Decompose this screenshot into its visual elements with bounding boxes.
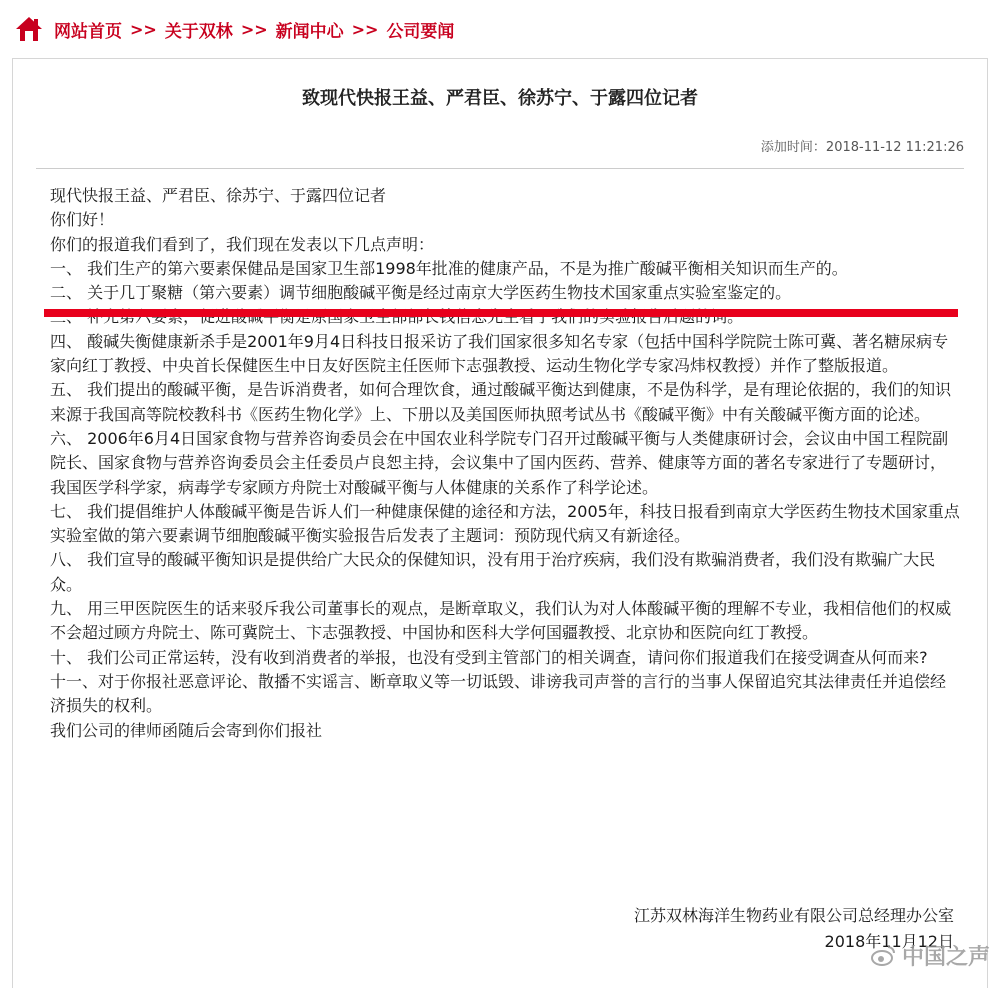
breadcrumb-separator: >> [351,19,379,39]
watermark-text: 中国之声 [901,945,990,970]
signature-date: 2018年11月12日 [824,932,954,951]
breadcrumb-about[interactable]: 关于双林 [164,21,233,42]
paragraph: 六、 2006年6月4日国家食物与营养咨询委员会在中国农业科学院专门召开过酸碱平衡与人类健康研讨会，会议由中国工程院副院长、国家食物与营养咨询委员会主任委员卢良恕主持，会议集中了国内医药、营养、健康等方面的著名专家进行了专题研讨，我国医学科学家，病毒学专家顾方舟院士对酸碱平衡与人体健康的关系作了科学论述。 [50,428,949,497]
weibo-icon [870,943,896,969]
paragraph: 一、 我们生产的第六要素保健品是国家卫生部1998年批准的健康产品，不是为推广酸碱平衡相关知识而生产的。 [50,258,848,278]
paragraph: 十一、对于你报社恶意评论、散播不实谣言、断章取义等一切诋毁、诽谤我司声誉的言行的当事人保留追究其法律责任并追偿经济损失的权利。 [50,671,947,716]
breadcrumb-company-news[interactable]: 公司要闻 [386,21,455,42]
paragraph: 你们的报道我们看到了，我们现在发表以下几点声明： [50,234,435,254]
breadcrumb-separator: >> [130,19,157,39]
paragraph: 十、 我们公司正常运转，没有收到消费者的举报，也没有受到主管部门的相关调查，请问你们报道我们在接受调查从何而来? [50,647,928,667]
paragraph: 八、 我们宣导的酸碱平衡知识是提供给广大民众的保健知识，没有用于治疗疾病，我们没有欺骗消费者，我们没有欺骗广大民众。 [50,550,936,594]
breadcrumb-home[interactable]: 网站首页 [54,21,122,42]
paragraph: 五、 我们提出的酸碱平衡，是告诉消费者，如何合理饮食，通过酸碱平衡达到健康，不是伪科学，是有理论依据的，我们的知识来源于我国高等院校教科书《医药生物化学》上、下册以及美国医师执照考试丛书《酸碱平衡》中有关酸碱平衡方面的论述。 [50,380,952,424]
breadcrumb-separator: >> [240,19,268,39]
watermark [870,940,990,971]
meta-time: 2018-11-12 11:21:26 [825,140,964,155]
paragraph: 四、 酸碱失衡健康新杀手是2001年9月4日科技日报采访了我们国家很多知名专家（包括中国科学院院士陈可冀、著名糖尿病专家向红丁教授、中央首长保健医生中日友好医院主任医师卞志强教授、运动生物化学专家冯炜权教授）并作了整版报道。 [50,331,949,376]
signature: 江苏双林海洋生物药业有限公司总经理办公室 [633,906,954,925]
paragraph: 现代快报王益、严君臣、徐苏宁、于露四位记者 [50,186,387,205]
breadcrumb-news[interactable]: 新闻中心 [275,21,344,42]
divider [36,168,964,169]
meta-label: 添加时间： [760,140,826,155]
paragraph: 九、 用三甲医院医生的话来驳斥我公司董事长的观点，是断章取义，我们认为对人体酸碱平衡的理解不专业，我相信他们的权威不会超过顾方舟院士、陈可冀院士、卞志强教授、中国协和医科大学何国疆教授、北京协和医院向红丁教授。 [50,599,952,643]
paragraph: 你们好！ [50,210,115,230]
article-body [50,184,960,743]
paragraph: 七、 我们提倡维护人体酸碱平衡是告诉人们一种健康保健的途径和方法，2005年，科技日报看到南京大学医药生物技术国家重点实验室做的第六要素调节细胞酸碱平衡实验报告后发表了主题词：预防现代病又有新途径。 [50,501,960,546]
home-icon[interactable] [14,14,44,44]
article-title: 致现代快报王益、严君臣、徐苏宁、于露四位记者 [302,88,698,109]
article-meta [761,136,964,155]
paragraph: 我们公司的律师函随后会寄到你们报社 [50,720,323,740]
paragraph: 二、 关于几丁聚糖（第六要素）调节细胞酸碱平衡是经过南京大学医药生物技术国家重点实验室鉴定的。 [50,283,792,303]
breadcrumb [0,0,1000,58]
highlight-underline [44,309,958,317]
